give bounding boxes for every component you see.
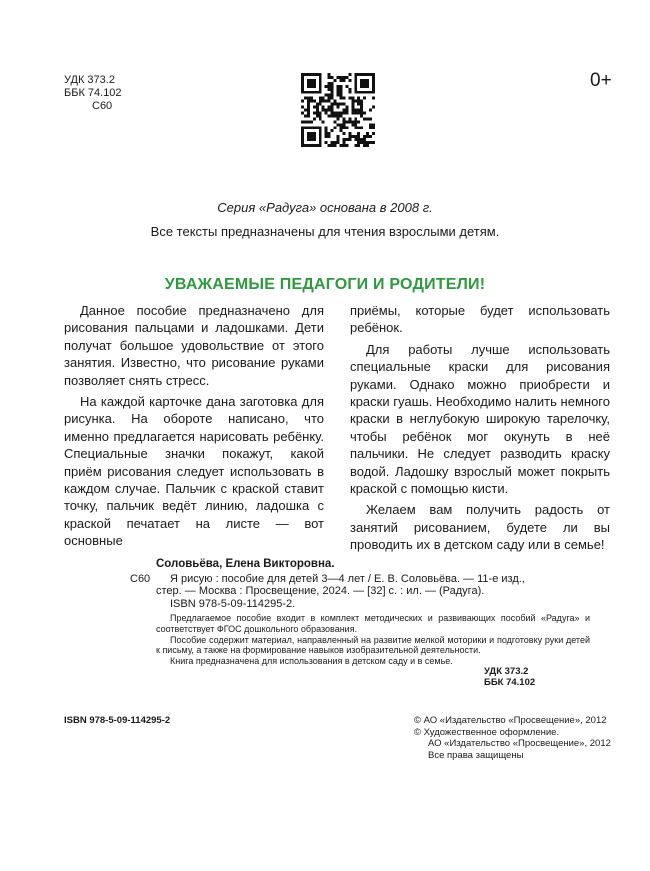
author-mark: С60 xyxy=(92,100,113,112)
udk-code: УДК 373.2 xyxy=(64,74,115,86)
copyright-line: © Художественное оформление. xyxy=(414,726,560,738)
bbk-code: ББК 74.102 xyxy=(64,87,122,99)
annotation-paragraph: Предлагаемое пособие входит в комплект методических и развивающих пособий «Радуга» и соответствует ФГОС дошкольного образования. xyxy=(156,613,590,634)
qr-code-icon xyxy=(301,73,375,147)
record-line: Я рисую : пособие для детей 3—4 лет / Е. В. Соловьёва. — 11-е изд., xyxy=(170,572,525,585)
record-annotation xyxy=(100,613,590,666)
paragraph: Данное пособие предназначено для рисования пальцами и ладошками. Дети получат большое удовольствие от этого занятия. Известно, что рисование руками позволяет снять стресс. xyxy=(64,303,324,388)
record-mark: С60 xyxy=(130,573,151,585)
isbn: ISBN 978-5-09-114295-2 xyxy=(64,715,171,726)
reading-note: Все тексты предназначены для чтения взрослыми детям. xyxy=(150,224,500,239)
paragraph: приёмы, которые будет использовать ребёнок. xyxy=(350,303,610,336)
annotation-paragraph: Пособие содержит материал, направленный на развитие мелкой моторики и подготовку руки детей к письму, а также на формирование навыков изобразительной деятельности. xyxy=(156,634,590,656)
udk-code: УДК 373.2 xyxy=(484,666,529,677)
copyright-line: Все права защищены xyxy=(428,749,524,761)
record-entry xyxy=(100,573,590,611)
left-column xyxy=(64,302,324,550)
bbk-code: ББК 74.102 xyxy=(484,677,536,688)
record-isbn: ISBN 978-5-09-114295-2. xyxy=(170,597,296,610)
copyright-block xyxy=(414,715,611,761)
footer-classification xyxy=(484,666,535,688)
classification-block xyxy=(64,74,122,113)
copyright-line: АО «Издательство «Просвещение», 2012 xyxy=(428,738,611,749)
annotation-paragraph: Книга предназначена для использования в детском саду и в семье. xyxy=(170,655,453,666)
record-author: Соловьёва, Елена Викторовна. xyxy=(156,558,335,570)
page-heading: УВАЖАЕМЫЕ ПЕДАГОГИ И РОДИТЕЛИ! xyxy=(164,276,486,293)
right-column xyxy=(350,302,610,554)
paragraph: На каждой карточке дана заготовка для рисунка. На обороте написано, что именно предлагается нарисовать ребёнку. Специальные значки покажут, какой приём рисования следует использовать в каждом случае. Пальчик с краской ставит точку, пальчик ведёт линию, ладошка с краской печатает на листе — вот основные xyxy=(64,394,324,549)
paragraph: Желаем вам получить радость от занятий рисованием, будете ли вы проводить их в детском саду или в семье! xyxy=(350,502,610,553)
qr-modules xyxy=(301,73,375,147)
series-note: Серия «Радуга» основана в 2008 г. xyxy=(217,200,433,215)
bibliographic-record xyxy=(100,558,590,666)
record-line: стер. — Москва : Просвещение, 2024. — [32] с. : ил. — (Радуга). xyxy=(156,585,485,598)
paragraph: Для работы лучше использовать специальные краски для рисования руками. Однако можно приобрести и краски гуашь. Необходимо налить немного краски в неглубокую широкую тарелочку, чтобы ребёнок мог окунуть в неё пальчики. Не следует разводить краску водой. Ладошку взрослый может покрыть краской с помощью кисти. xyxy=(350,341,610,497)
copyright-line: © АО «Издательство «Просвещение», 2012 xyxy=(414,715,607,726)
age-rating: 0+ xyxy=(590,70,612,91)
